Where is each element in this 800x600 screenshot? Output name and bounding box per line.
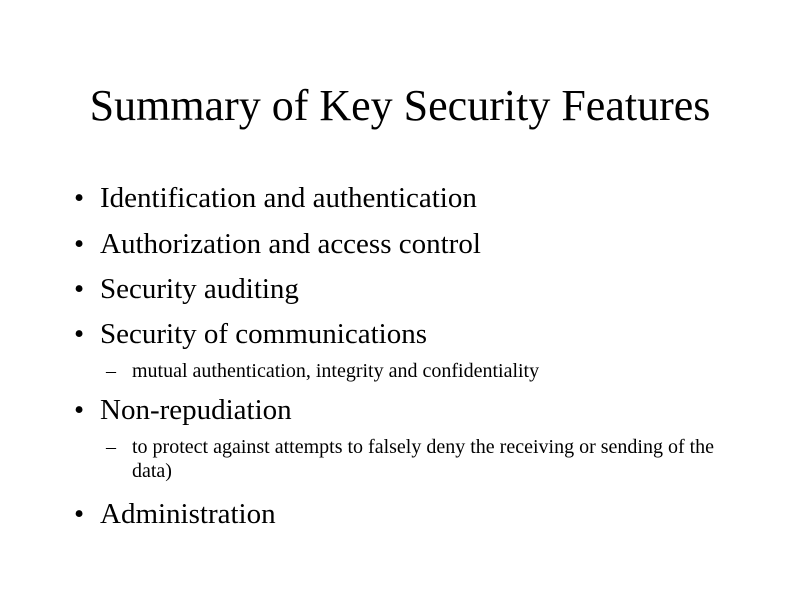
bullet-dot-icon: •	[74, 498, 85, 530]
bullet-text: Security auditing	[100, 273, 299, 305]
bullet-text: Non-repudiation	[100, 394, 292, 426]
dash-icon: –	[106, 436, 116, 458]
bullet-text: Administration	[100, 498, 276, 530]
sub-bullet-text: to protect against attempts to falsely deny the receiving or sending of the data)	[132, 436, 715, 482]
slide-title: Summary of Key Security Features	[89, 81, 711, 130]
bullet-dot-icon: •	[74, 318, 85, 350]
bullet-dot-icon: •	[74, 273, 85, 305]
bullet-text: Authorization and access control	[100, 228, 481, 260]
sub-bullet-non-repudiation	[106, 435, 746, 483]
sub-bullet-communications	[106, 359, 746, 383]
dash-icon: –	[106, 360, 116, 382]
bullet-text: Identification and authentication	[100, 182, 477, 214]
bullet-text: Security of communications	[100, 318, 427, 350]
bullet-dot-icon: •	[74, 182, 85, 214]
bullet-dot-icon: •	[74, 394, 85, 426]
sub-bullet-text: mutual authentication, integrity and confidentiality	[132, 360, 540, 382]
bullet-dot-icon: •	[74, 228, 85, 260]
